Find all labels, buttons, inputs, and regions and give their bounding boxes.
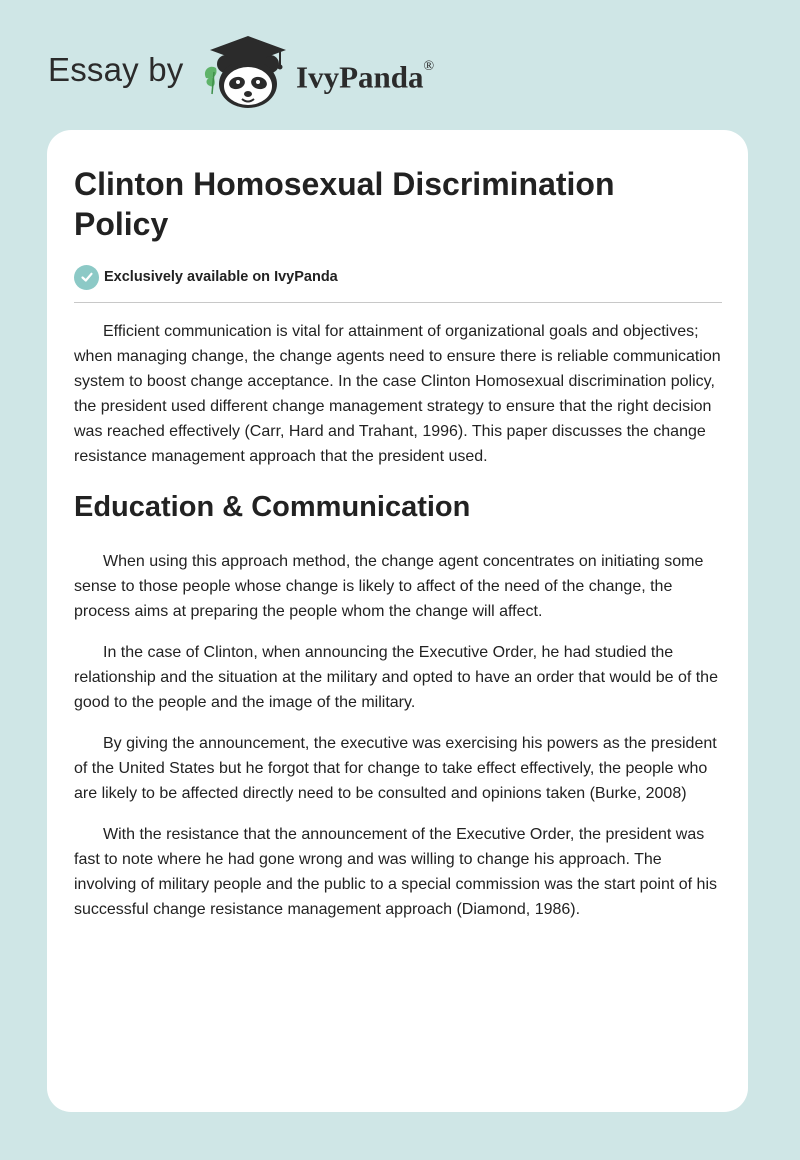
brand-name-text: IvyPanda	[296, 59, 424, 95]
site-header	[0, 0, 800, 130]
section-paragraph: In the case of Clinton, when announcing the Executive Order, he had studied the relationship and the situation at the military and opted to have an order that would be of the good to the people and the image of the military.	[74, 644, 718, 711]
section-paragraph: When using this approach method, the change agent concentrates on initiating some sense to those people whose change is likely to affect of the need of the change, the process aims at preparing the people whom the change will affect.	[74, 553, 704, 620]
section-paragraph: With the resistance that the announcement of the Executive Order, the president was fast to note where he had gone wrong and was willing to change his approach. The involving of military people and the public to a special commission was the start point of his successful change resistance management approach (Diamond, 1986).	[74, 826, 717, 918]
exclusive-badge	[74, 264, 338, 290]
registered-mark: ®	[423, 59, 435, 74]
essay-body	[74, 319, 724, 938]
divider	[74, 302, 722, 303]
panda-logo-icon	[200, 34, 292, 110]
section-heading: Education & Communication	[74, 491, 471, 523]
essay-by-label: Essay by	[48, 51, 184, 88]
essay-card	[47, 130, 748, 1112]
page-title: Clinton Homosexual Discrimination Policy	[74, 166, 615, 242]
checkmark-icon	[74, 265, 99, 290]
section-paragraph: By giving the announcement, the executive was exercising his powers as the president of the United States but he forgot that for change to take effect effectively, the people who are likely to be affected directly need to be consulted and opinions taken (Burke, 2008)	[74, 735, 717, 802]
intro-paragraph: Efficient communication is vital for attainment of organizational goals and objectives; when managing change, the change agents need to ensure there is reliable communication system to boost change acceptance. In the case Clinton Homosexual discrimination policy, the president used different change management strategy to ensure that the right decision was reached effectively (Carr, Hard and Trahant, 1996). This paper discusses the change resistance management approach that the president used.	[74, 323, 721, 465]
brand-name[interactable]	[296, 54, 434, 96]
exclusive-badge-label: Exclusively available on IvyPanda	[104, 269, 338, 285]
